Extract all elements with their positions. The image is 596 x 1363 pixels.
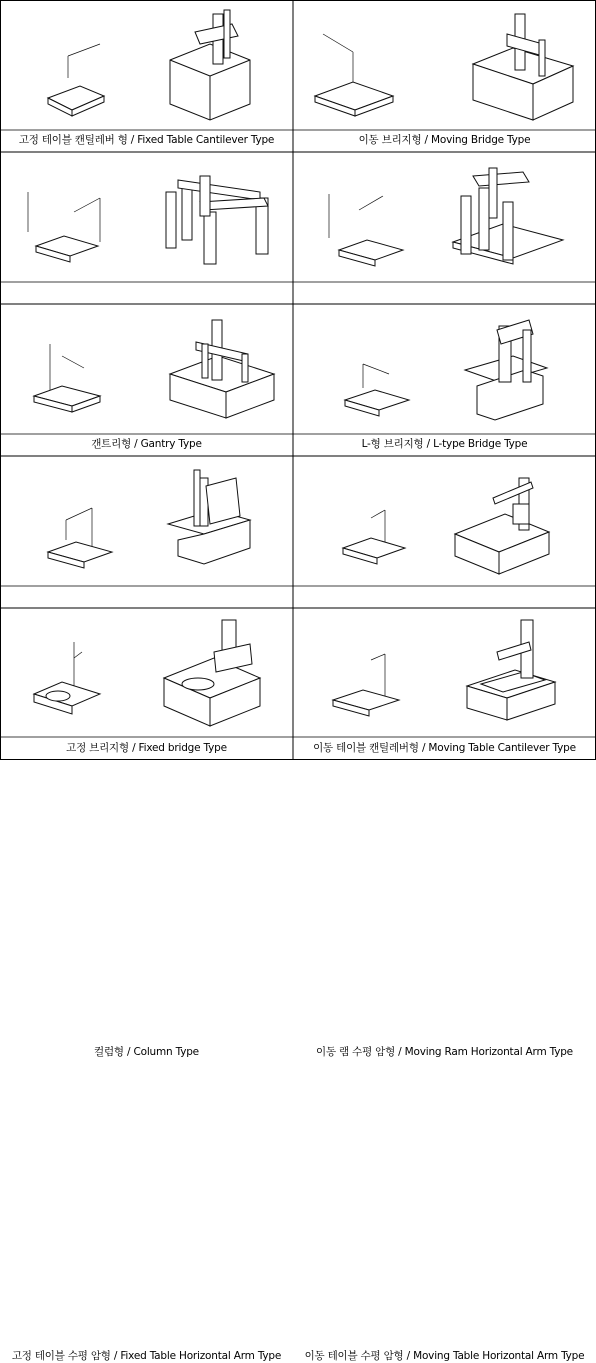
caption: 이동 테이블 캔틸레버형 / Moving Table Cantilever Type xyxy=(313,742,576,754)
moving-table-horizontal-arm-illustration xyxy=(293,608,596,738)
caption: L-형 브리지형 / L-type Bridge Type xyxy=(361,438,528,450)
moving-ram-horizontal-arm-illustration xyxy=(293,456,596,586)
cell-fixed-table-cantilever xyxy=(0,0,293,152)
cell-fixed-bridge xyxy=(0,304,293,754)
caption: 고정 브리지형 / Fixed bridge Type xyxy=(66,742,227,754)
caption: 고정 테이블 수평 암형 / Fixed Table Horizontal Arm Type xyxy=(11,1350,282,1362)
caption: 이동 테이블 수평 암형 / Moving Table Horizontal Arm Type xyxy=(304,1350,585,1362)
caption: 이동 브리지형 / Moving Bridge Type xyxy=(358,134,531,146)
moving-bridge-illustration xyxy=(293,0,596,130)
caption: 고정 테이블 캔틸레버 형 / Fixed Table Cantilever Type xyxy=(18,134,275,146)
cell-moving-bridge xyxy=(293,0,596,152)
fixed-table-horizontal-arm-illustration xyxy=(0,608,293,738)
caption: 컬럼형 / Column Type xyxy=(94,1046,199,1058)
gantry-illustration xyxy=(0,152,293,282)
cell-gantry xyxy=(0,152,293,450)
caption: 이동 램 수평 암형 / Moving Ram Horizontal Arm Type xyxy=(316,1046,573,1058)
moving-table-cantilever-illustration xyxy=(293,304,596,434)
cell-moving-table-cantilever xyxy=(293,304,596,754)
fixed-table-cantilever-illustration xyxy=(0,0,293,130)
l-type-bridge-illustration xyxy=(293,152,596,282)
fixed-bridge-illustration xyxy=(0,304,293,434)
caption: 갠트리형 / Gantry Type xyxy=(91,438,202,450)
cell-l-type-bridge xyxy=(293,152,596,450)
column-illustration xyxy=(0,456,293,586)
